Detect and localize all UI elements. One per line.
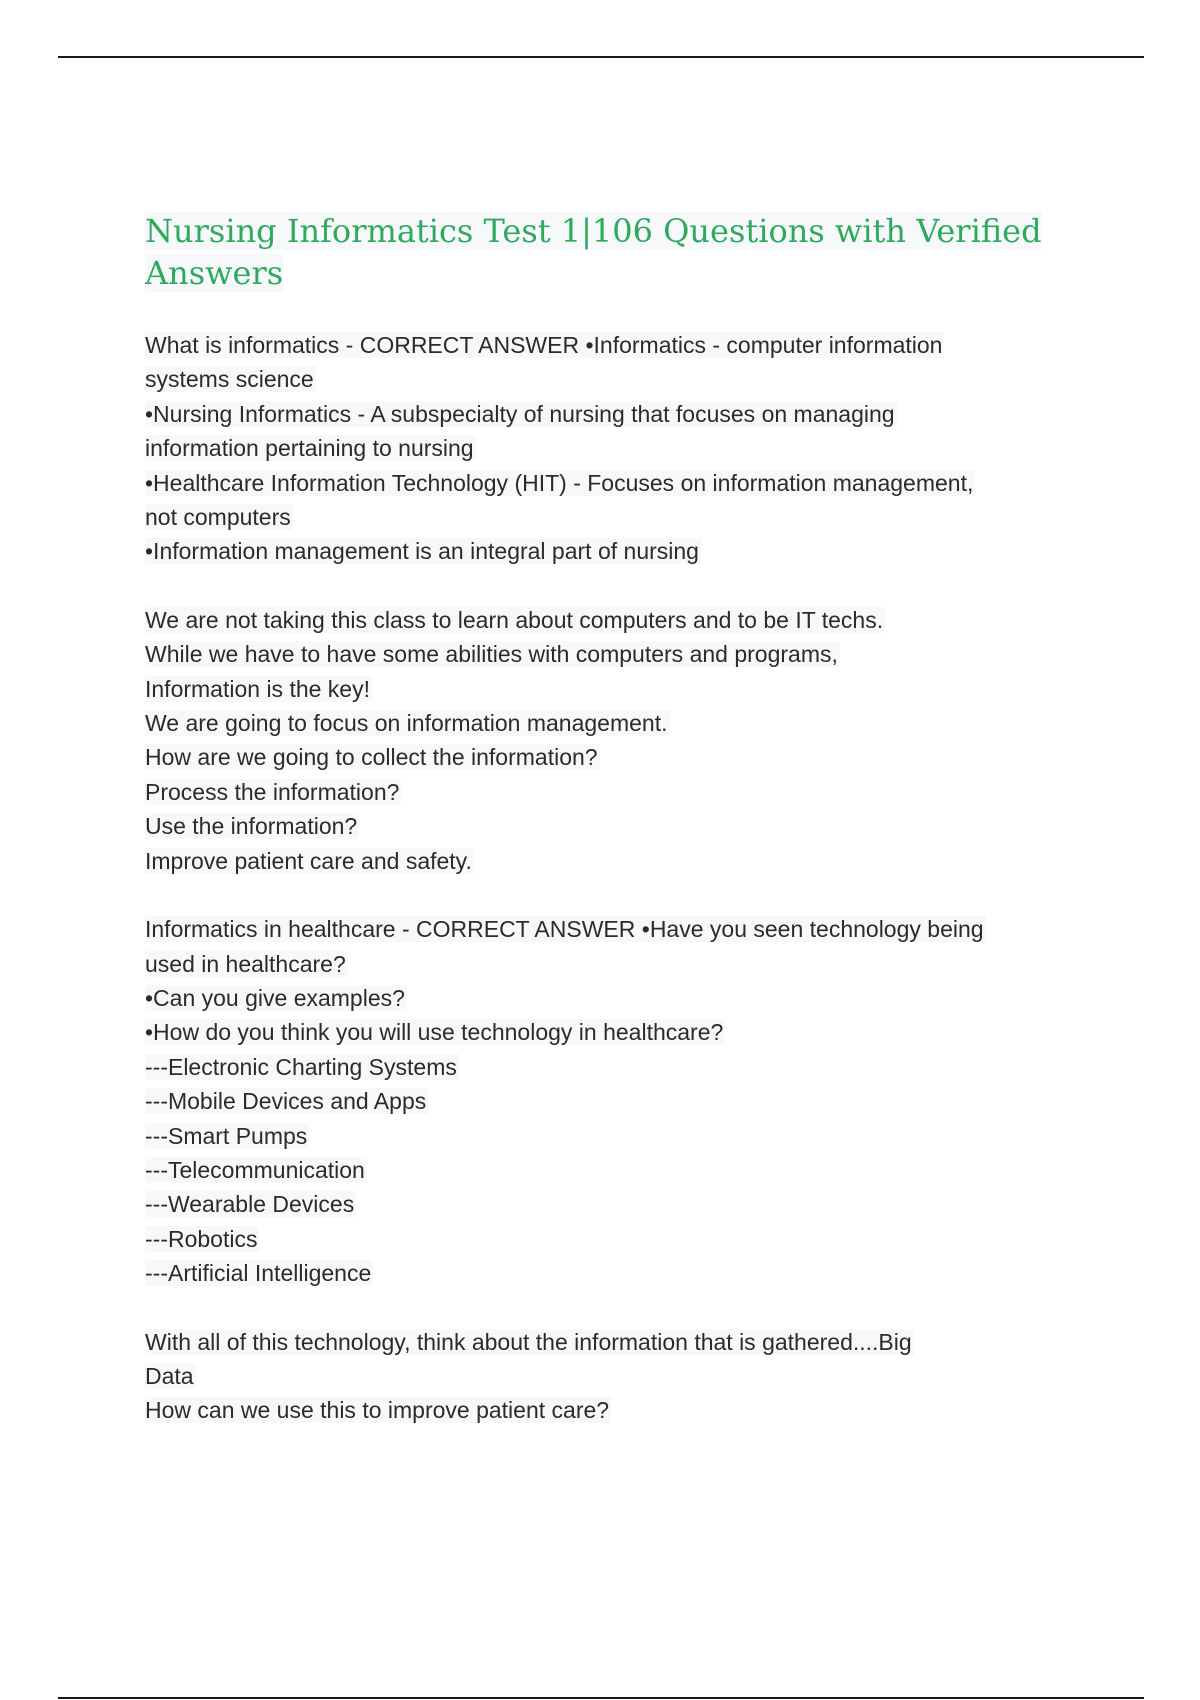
text-line: We are going to focus on information management. [145, 710, 668, 737]
text-line: systems science [145, 366, 314, 393]
text-line: information pertaining to nursing [145, 435, 474, 462]
qa-block-informatics [145, 328, 1095, 569]
text-line: Data [145, 1362, 194, 1389]
list-item: ---Mobile Devices and Apps [145, 1088, 427, 1115]
text-line: While we have to have some abilities with computers and programs, [145, 641, 838, 668]
qa-block-healthcare [145, 912, 1095, 1290]
text-line: •Information management is an integral part of nursing [145, 538, 699, 565]
text-line: We are not taking this class to learn about computers and to be IT techs. [145, 606, 884, 633]
text-line: not computers [145, 504, 291, 531]
text-line: •How do you think you will use technology in healthcare? [145, 1019, 724, 1046]
text-line: How can we use this to improve patient care? [145, 1397, 610, 1424]
document-body [145, 210, 1095, 1462]
text-line: •Can you give examples? [145, 984, 405, 1011]
text-line: used in healthcare? [145, 950, 346, 977]
text-line: With all of this technology, think about the information that is gathered....Big [145, 1328, 912, 1355]
text-line: Improve patient care and safety. [145, 847, 472, 874]
list-item: ---Artificial Intelligence [145, 1260, 372, 1287]
text-line: •Healthcare Information Technology (HIT) - Focuses on information management, [145, 469, 974, 496]
list-item: ---Telecommunication [145, 1156, 365, 1183]
list-item: ---Wearable Devices [145, 1191, 355, 1218]
text-line: Process the information? [145, 778, 400, 805]
top-rule [58, 56, 1144, 58]
text-line: Use the information? [145, 813, 358, 840]
list-item: ---Electronic Charting Systems [145, 1053, 457, 1080]
list-item: ---Smart Pumps [145, 1122, 308, 1149]
title-line: Nursing Informatics Test 1|106 Questions with Verified [145, 212, 1042, 250]
title-line: Answers [145, 254, 284, 292]
text-line: Informatics in healthcare - CORRECT ANSWER •Have you seen technology being [145, 916, 984, 943]
paragraph-block-big-data [145, 1325, 1095, 1428]
paragraph-block-key [145, 603, 1095, 878]
text-line: •Nursing Informatics - A subspecialty of nursing that focuses on managing [145, 400, 895, 427]
list-item: ---Robotics [145, 1225, 258, 1252]
text-line: How are we going to collect the information? [145, 744, 598, 771]
text-line: What is informatics - CORRECT ANSWER •Informatics - computer information [145, 332, 943, 358]
document-title [145, 210, 1095, 294]
text-line: Information is the key! [145, 675, 370, 702]
bottom-rule [58, 1697, 1144, 1699]
